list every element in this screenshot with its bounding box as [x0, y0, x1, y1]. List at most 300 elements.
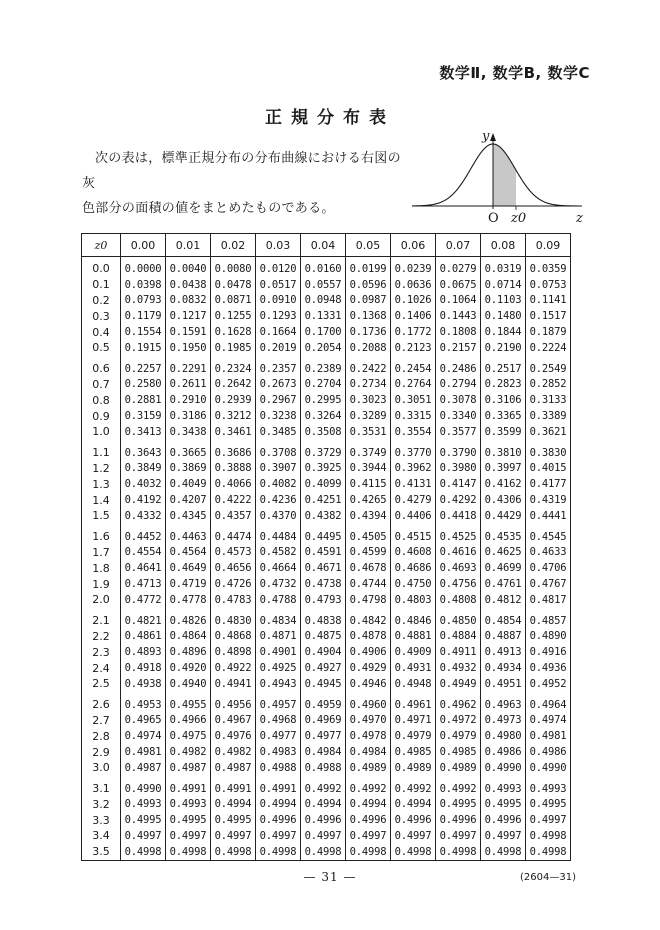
table-row	[82, 392, 571, 408]
table-cell: 0.4846	[391, 608, 436, 629]
table-cell: 0.4985	[436, 744, 481, 760]
table-cell: 0.4997	[481, 828, 526, 844]
table-cell: 0.0279	[436, 257, 481, 277]
row-label: 2.9	[82, 744, 121, 760]
table-cell: 0.4998	[121, 844, 166, 860]
table-cell: 0.4842	[346, 608, 391, 629]
table-cell: 0.3340	[436, 408, 481, 424]
table-cell: 0.1368	[346, 308, 391, 324]
table-cell: 0.4963	[481, 692, 526, 713]
table-cell: 0.4292	[436, 492, 481, 508]
table-cell: 0.4994	[391, 797, 436, 813]
table-cell: 0.4985	[391, 744, 436, 760]
table-cell: 0.4772	[121, 592, 166, 608]
table-cell: 0.4971	[391, 713, 436, 729]
table-cell: 0.2611	[166, 377, 211, 393]
table-cell: 0.2852	[526, 377, 571, 393]
table-cell: 0.4998	[211, 844, 256, 860]
table-row	[82, 797, 571, 813]
table-row	[82, 644, 571, 660]
table-cell: 0.2088	[346, 340, 391, 356]
table-cell: 0.4991	[166, 776, 211, 797]
table-cell: 0.4996	[256, 812, 301, 828]
table-cell: 0.0517	[256, 277, 301, 293]
row-label: 1.4	[82, 492, 121, 508]
table-cell: 0.4996	[436, 812, 481, 828]
table-cell: 0.4996	[391, 812, 436, 828]
table-cell: 0.4978	[346, 728, 391, 744]
table-row	[82, 576, 571, 592]
table-row	[82, 461, 571, 477]
table-row	[82, 776, 571, 797]
table-corner-label: z0	[82, 234, 121, 257]
table-cell: 0.4953	[121, 692, 166, 713]
table-cell: 0.4998	[346, 844, 391, 860]
intro-text	[82, 146, 402, 221]
table-cell: 0.3749	[346, 440, 391, 461]
table-cell: 0.4934	[481, 660, 526, 676]
table-cell: 0.4988	[301, 760, 346, 776]
table-cell: 0.4573	[211, 545, 256, 561]
table-cell: 0.4616	[436, 545, 481, 561]
row-label: 3.2	[82, 797, 121, 813]
row-label: 1.2	[82, 461, 121, 477]
subject-header: 数学Ⅱ, 数学B, 数学C	[439, 64, 590, 82]
table-cell: 0.4830	[211, 608, 256, 629]
table-cell: 0.4984	[346, 744, 391, 760]
table-cell: 0.4979	[436, 728, 481, 744]
origin-label: O	[488, 211, 499, 226]
table-cell: 0.4960	[346, 692, 391, 713]
table-cell: 0.4049	[166, 476, 211, 492]
row-label: 0.4	[82, 324, 121, 340]
table-cell: 0.3907	[256, 461, 301, 477]
table-cell: 0.2967	[256, 392, 301, 408]
table-row	[82, 676, 571, 692]
table-cell: 0.4906	[346, 644, 391, 660]
table-cell: 0.4082	[256, 476, 301, 492]
table-cell: 0.4981	[121, 744, 166, 760]
table-cell: 0.4993	[481, 776, 526, 797]
column-header: 0.05	[346, 234, 391, 257]
table-cell: 0.4625	[481, 545, 526, 561]
row-label: 2.2	[82, 629, 121, 645]
table-cell: 0.3577	[436, 424, 481, 440]
row-label: 0.5	[82, 340, 121, 356]
table-cell: 0.3133	[526, 392, 571, 408]
row-label: 2.7	[82, 713, 121, 729]
table-cell: 0.4131	[391, 476, 436, 492]
table-cell: 0.1591	[166, 324, 211, 340]
table-cell: 0.4778	[166, 592, 211, 608]
table-cell: 0.2734	[346, 377, 391, 393]
row-label: 2.3	[82, 644, 121, 660]
table-cell: 0.4463	[166, 524, 211, 545]
table-cell: 0.4957	[256, 692, 301, 713]
table-cell: 0.2517	[481, 356, 526, 377]
table-cell: 0.4875	[301, 629, 346, 645]
table-cell: 0.4834	[256, 608, 301, 629]
table-cell: 0.4951	[481, 676, 526, 692]
table-cell: 0.4713	[121, 576, 166, 592]
table-row	[82, 424, 571, 440]
table-cell: 0.4015	[526, 461, 571, 477]
table-cell: 0.4545	[526, 524, 571, 545]
table-cell: 0.4998	[256, 844, 301, 860]
table-row	[82, 277, 571, 293]
table-cell: 0.4997	[121, 828, 166, 844]
table-cell: 0.4505	[346, 524, 391, 545]
table-cell: 0.4591	[301, 545, 346, 561]
table-cell: 0.4964	[526, 692, 571, 713]
table-cell: 0.4678	[346, 560, 391, 576]
table-cell: 0.4564	[166, 545, 211, 561]
table-cell: 0.4693	[436, 560, 481, 576]
table-cell: 0.4943	[256, 676, 301, 692]
table-cell: 0.4968	[256, 713, 301, 729]
table-cell: 0.4994	[301, 797, 346, 813]
table-cell: 0.3621	[526, 424, 571, 440]
table-cell: 0.1915	[121, 340, 166, 356]
table-cell: 0.0596	[346, 277, 391, 293]
table-cell: 0.4945	[301, 676, 346, 692]
table-cell: 0.4993	[526, 776, 571, 797]
table-cell: 0.3665	[166, 440, 211, 461]
table-cell: 0.0398	[121, 277, 166, 293]
table-cell: 0.1331	[301, 308, 346, 324]
table-cell: 0.4995	[166, 812, 211, 828]
intro-line-1: 次の表は，標準正規分布の分布曲線における右図の灰	[82, 151, 401, 191]
table-row	[82, 257, 571, 277]
table-cell: 0.1443	[436, 308, 481, 324]
table-cell: 0.4306	[481, 492, 526, 508]
table-cell: 0.4484	[256, 524, 301, 545]
row-label: 3.3	[82, 812, 121, 828]
table-cell: 0.0910	[256, 293, 301, 309]
table-cell: 0.0080	[211, 257, 256, 277]
table-cell: 0.0832	[166, 293, 211, 309]
table-cell: 0.0948	[301, 293, 346, 309]
table-cell: 0.2995	[301, 392, 346, 408]
table-cell: 0.4974	[121, 728, 166, 744]
table-cell: 0.2257	[121, 356, 166, 377]
table-cell: 0.4838	[301, 608, 346, 629]
table-cell: 0.2019	[256, 340, 301, 356]
table-cell: 0.3888	[211, 461, 256, 477]
table-cell: 0.4989	[436, 760, 481, 776]
table-cell: 0.4998	[526, 828, 571, 844]
table-cell: 0.4803	[391, 592, 436, 608]
table-cell: 0.4961	[391, 692, 436, 713]
column-header: 0.09	[526, 234, 571, 257]
table-cell: 0.4641	[121, 560, 166, 576]
table-row	[82, 377, 571, 393]
table-row	[82, 728, 571, 744]
table-cell: 0.0359	[526, 257, 571, 277]
table-cell: 0.1736	[346, 324, 391, 340]
table-cell: 0.4991	[211, 776, 256, 797]
table-cell: 0.4761	[481, 576, 526, 592]
table-cell: 0.4177	[526, 476, 571, 492]
table-cell: 0.4767	[526, 576, 571, 592]
table-cell: 0.4990	[481, 760, 526, 776]
table-cell: 0.1950	[166, 340, 211, 356]
table-row	[82, 408, 571, 424]
table-cell: 0.0040	[166, 257, 211, 277]
table-row	[82, 476, 571, 492]
table-cell: 0.4938	[121, 676, 166, 692]
table-cell: 0.1628	[211, 324, 256, 340]
table-header-row	[82, 234, 571, 257]
table-cell: 0.1808	[436, 324, 481, 340]
table-row	[82, 545, 571, 561]
table-cell: 0.4986	[526, 744, 571, 760]
table-cell: 0.3485	[256, 424, 301, 440]
table-row	[82, 760, 571, 776]
table-cell: 0.4916	[526, 644, 571, 660]
table-cell: 0.0120	[256, 257, 301, 277]
row-label: 0.9	[82, 408, 121, 424]
table-cell: 0.2881	[121, 392, 166, 408]
table-cell: 0.4970	[346, 713, 391, 729]
row-label: 1.9	[82, 576, 121, 592]
table-cell: 0.0478	[211, 277, 256, 293]
table-cell: 0.4984	[301, 744, 346, 760]
table-cell: 0.4192	[121, 492, 166, 508]
table-cell: 0.4990	[121, 776, 166, 797]
z0-label: z0	[511, 211, 527, 226]
table-cell: 0.4706	[526, 560, 571, 576]
table-cell: 0.4997	[211, 828, 256, 844]
table-cell: 0.1879	[526, 324, 571, 340]
table-cell: 0.2157	[436, 340, 481, 356]
table-cell: 0.3106	[481, 392, 526, 408]
table-cell: 0.0199	[346, 257, 391, 277]
table-cell: 0.4996	[481, 812, 526, 828]
row-label: 0.6	[82, 356, 121, 377]
table-cell: 0.3810	[481, 440, 526, 461]
row-label: 0.8	[82, 392, 121, 408]
table-cell: 0.4925	[256, 660, 301, 676]
table-cell: 0.3554	[391, 424, 436, 440]
table-cell: 0.4997	[436, 828, 481, 844]
table-cell: 0.4826	[166, 608, 211, 629]
table-cell: 0.4998	[526, 844, 571, 860]
table-cell: 0.4981	[526, 728, 571, 744]
table-cell: 0.0987	[346, 293, 391, 309]
table-cell: 0.3212	[211, 408, 256, 424]
table-cell: 0.4686	[391, 560, 436, 576]
table-cell: 0.3264	[301, 408, 346, 424]
table-cell: 0.2291	[166, 356, 211, 377]
table-cell: 0.4990	[526, 760, 571, 776]
table-cell: 0.4993	[121, 797, 166, 813]
table-cell: 0.4998	[481, 844, 526, 860]
table-cell: 0.3643	[121, 440, 166, 461]
table-cell: 0.3186	[166, 408, 211, 424]
table-cell: 0.4982	[166, 744, 211, 760]
table-cell: 0.4913	[481, 644, 526, 660]
page-number: — 31 —	[303, 870, 357, 884]
table-cell: 0.4066	[211, 476, 256, 492]
table-cell: 0.1026	[391, 293, 436, 309]
table-cell: 0.2123	[391, 340, 436, 356]
table-row	[82, 592, 571, 608]
table-row	[82, 340, 571, 356]
table-cell: 0.3997	[481, 461, 526, 477]
table-cell: 0.4998	[166, 844, 211, 860]
table-cell: 0.3962	[391, 461, 436, 477]
normal-distribution-table	[81, 233, 571, 861]
table-cell: 0.4988	[256, 760, 301, 776]
table-cell: 0.4979	[391, 728, 436, 744]
table-cell: 0.4887	[481, 629, 526, 645]
table-cell: 0.3289	[346, 408, 391, 424]
table-cell: 0.4817	[526, 592, 571, 608]
table-cell: 0.4115	[346, 476, 391, 492]
row-label: 2.6	[82, 692, 121, 713]
table-row	[82, 324, 571, 340]
column-header: 0.02	[211, 234, 256, 257]
table-cell: 0.4890	[526, 629, 571, 645]
table-cell: 0.3238	[256, 408, 301, 424]
row-label: 1.1	[82, 440, 121, 461]
table-cell: 0.4969	[301, 713, 346, 729]
row-label: 1.7	[82, 545, 121, 561]
table-cell: 0.4394	[346, 508, 391, 524]
table-cell: 0.4998	[301, 844, 346, 860]
row-label: 2.1	[82, 608, 121, 629]
table-cell: 0.4868	[211, 629, 256, 645]
table-cell: 0.3389	[526, 408, 571, 424]
table-cell: 0.4997	[256, 828, 301, 844]
table-cell: 0.1141	[526, 293, 571, 309]
row-label: 1.0	[82, 424, 121, 440]
table-cell: 0.4995	[481, 797, 526, 813]
table-cell: 0.4995	[121, 812, 166, 828]
table-row	[82, 629, 571, 645]
table-cell: 0.4962	[436, 692, 481, 713]
row-label: 1.6	[82, 524, 121, 545]
row-label: 3.1	[82, 776, 121, 797]
table-cell: 0.3708	[256, 440, 301, 461]
table-cell: 0.4222	[211, 492, 256, 508]
table-cell: 0.4788	[256, 592, 301, 608]
table-cell: 0.4995	[526, 797, 571, 813]
table-cell: 0.4656	[211, 560, 256, 576]
table-cell: 0.4251	[301, 492, 346, 508]
table-cell: 0.4535	[481, 524, 526, 545]
table-cell: 0.2224	[526, 340, 571, 356]
row-label: 1.5	[82, 508, 121, 524]
table-cell: 0.4881	[391, 629, 436, 645]
table-cell: 0.3413	[121, 424, 166, 440]
table-cell: 0.4783	[211, 592, 256, 608]
table-cell: 0.3770	[391, 440, 436, 461]
column-header: 0.00	[121, 234, 166, 257]
table-cell: 0.4989	[346, 760, 391, 776]
table-cell: 0.4265	[346, 492, 391, 508]
table-row	[82, 744, 571, 760]
table-cell: 0.4878	[346, 629, 391, 645]
table-cell: 0.4975	[166, 728, 211, 744]
table-cell: 0.4738	[301, 576, 346, 592]
table-cell: 0.4982	[211, 744, 256, 760]
row-label: 0.1	[82, 277, 121, 293]
row-label: 0.0	[82, 257, 121, 277]
table-cell: 0.2794	[436, 377, 481, 393]
table-cell: 0.4857	[526, 608, 571, 629]
table-cell: 0.4699	[481, 560, 526, 576]
table-cell: 0.2324	[211, 356, 256, 377]
table-cell: 0.4898	[211, 644, 256, 660]
table-cell: 0.4941	[211, 676, 256, 692]
intro-line-2: 色部分の面積の値をまとめたものである。	[82, 201, 335, 216]
table-cell: 0.4929	[346, 660, 391, 676]
table-cell: 0.4279	[391, 492, 436, 508]
column-header: 0.06	[391, 234, 436, 257]
table-cell: 0.0871	[211, 293, 256, 309]
table-cell: 0.4554	[121, 545, 166, 561]
table-cell: 0.4955	[166, 692, 211, 713]
shaded-area	[493, 144, 516, 206]
table-cell: 0.1064	[436, 293, 481, 309]
row-label: 0.2	[82, 293, 121, 309]
table-cell: 0.4948	[391, 676, 436, 692]
table-cell: 0.4495	[301, 524, 346, 545]
table-cell: 0.4515	[391, 524, 436, 545]
table-cell: 0.4983	[256, 744, 301, 760]
table-cell: 0.4996	[301, 812, 346, 828]
y-axis-label: y	[482, 129, 490, 144]
table-row	[82, 308, 571, 324]
row-label: 0.3	[82, 308, 121, 324]
table-cell: 0.2704	[301, 377, 346, 393]
table-cell: 0.3830	[526, 440, 571, 461]
table-cell: 0.4911	[436, 644, 481, 660]
table-cell: 0.4997	[301, 828, 346, 844]
table-cell: 0.4664	[256, 560, 301, 576]
table-cell: 0.4884	[436, 629, 481, 645]
table-cell: 0.4382	[301, 508, 346, 524]
table-cell: 0.4936	[526, 660, 571, 676]
table-cell: 0.4956	[211, 692, 256, 713]
table-cell: 0.4406	[391, 508, 436, 524]
table-cell: 0.3508	[301, 424, 346, 440]
table-cell: 0.4996	[346, 812, 391, 828]
table-cell: 0.4989	[391, 760, 436, 776]
table-cell: 0.0160	[301, 257, 346, 277]
table-cell: 0.1293	[256, 308, 301, 324]
table-cell: 0.3438	[166, 424, 211, 440]
table-cell: 0.4582	[256, 545, 301, 561]
table-cell: 0.0636	[391, 277, 436, 293]
table-cell: 0.4332	[121, 508, 166, 524]
table-cell: 0.3980	[436, 461, 481, 477]
table-cell: 0.4429	[481, 508, 526, 524]
table-cell: 0.4812	[481, 592, 526, 608]
table-cell: 0.4671	[301, 560, 346, 576]
table-cell: 0.4974	[526, 713, 571, 729]
table-cell: 0.2486	[436, 356, 481, 377]
table-row	[82, 492, 571, 508]
table-cell: 0.4993	[166, 797, 211, 813]
row-label: 1.3	[82, 476, 121, 492]
table-cell: 0.3729	[301, 440, 346, 461]
table-cell: 0.3869	[166, 461, 211, 477]
row-label: 2.0	[82, 592, 121, 608]
table-cell: 0.1700	[301, 324, 346, 340]
